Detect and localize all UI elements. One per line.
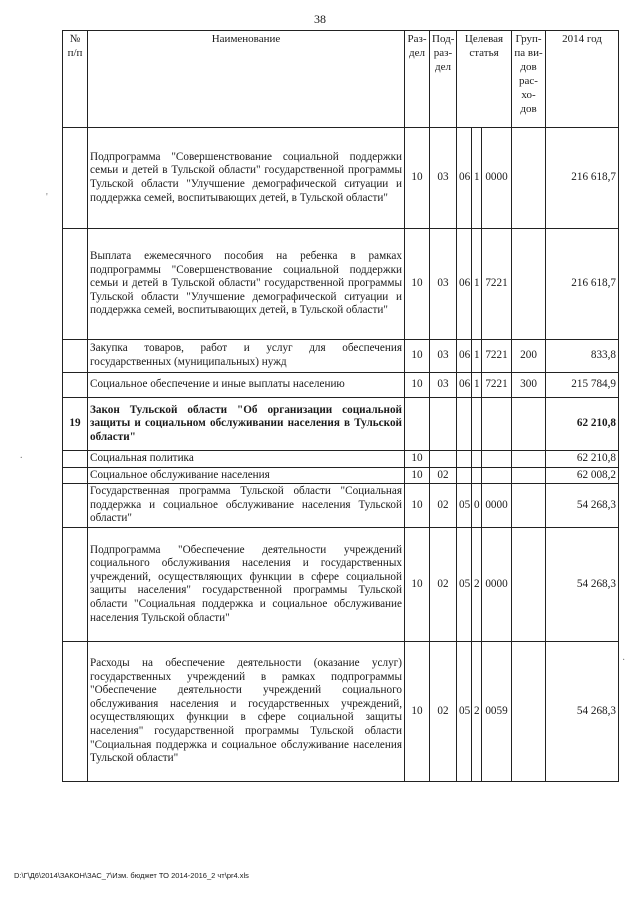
row-number — [63, 641, 88, 781]
row-razdel: 10 — [405, 340, 430, 373]
row-number — [63, 373, 88, 398]
row-target-program: 05 — [457, 527, 472, 641]
header-name: Наименование — [88, 31, 405, 128]
row-target-program: 05 — [457, 641, 472, 781]
row-podrazdel: 02 — [430, 527, 457, 641]
table-row — [63, 340, 619, 373]
row-target-direction: 0000 — [482, 128, 512, 229]
table-body — [63, 128, 619, 782]
row-amount: 216 618,7 — [546, 128, 619, 229]
row-target-subprogram: 1 — [472, 373, 482, 398]
row-expense-group — [512, 641, 546, 781]
row-target-direction: 0000 — [482, 484, 512, 528]
table-row — [63, 484, 619, 528]
row-razdel: 10 — [405, 373, 430, 398]
header-year: 2014 год — [546, 31, 619, 128]
row-target-subprogram: 1 — [472, 128, 482, 229]
row-target-program: 06 — [457, 373, 472, 398]
header-group: Груп-па ви-дов рас-хо-дов — [512, 31, 546, 128]
header-podrazdel: Под-раз-дел — [430, 31, 457, 128]
row-name: Выплата ежемесячного пособия на ребенка в рамках подпрограммы "Совершенствование социальной поддержки семьи и детей в Тульской области" государственной программы Тульской области "Улучшение демографической ситуации и поддержка семей, воспитывающих детей, в Тульской области" — [88, 229, 405, 340]
row-number: 19 — [63, 398, 88, 451]
row-podrazdel: 02 — [430, 641, 457, 781]
row-target-program: 06 — [457, 128, 472, 229]
row-razdel: 10 — [405, 128, 430, 229]
row-target-subprogram: 0 — [472, 484, 482, 528]
row-target-direction: 7221 — [482, 373, 512, 398]
row-target-program: 05 — [457, 484, 472, 528]
table-row — [63, 467, 619, 484]
row-number — [63, 451, 88, 468]
row-name: Социальная политика — [88, 451, 405, 468]
row-target-program: 06 — [457, 229, 472, 340]
row-target-direction — [482, 467, 512, 484]
row-amount: 54 268,3 — [546, 641, 619, 781]
row-razdel: 10 — [405, 641, 430, 781]
row-number — [63, 229, 88, 340]
row-target-direction: 7221 — [482, 229, 512, 340]
scan-mark: · — [622, 655, 626, 666]
row-razdel: 10 — [405, 451, 430, 468]
row-number — [63, 128, 88, 229]
row-razdel: 10 — [405, 229, 430, 340]
row-amount: 62 210,8 — [546, 451, 619, 468]
row-amount: 216 618,7 — [546, 229, 619, 340]
row-target-program — [457, 398, 472, 451]
row-podrazdel — [430, 451, 457, 468]
row-target-subprogram — [472, 467, 482, 484]
row-podrazdel — [430, 398, 457, 451]
scan-mark: . — [20, 450, 23, 461]
table-row — [63, 641, 619, 781]
row-razdel: 10 — [405, 484, 430, 528]
page-number: 38 — [314, 12, 326, 26]
row-target-subprogram — [472, 451, 482, 468]
row-number — [63, 467, 88, 484]
row-expense-group: 200 — [512, 340, 546, 373]
row-name: Подпрограмма "Обеспечение деятельности учреждений социального обслуживания населения и государственных учреждений, осуществляющих функции в сфере социальной защиты населения" государственной программы Тульской области "Социальная поддержка и социальное обслуживание населения Тульской области" — [88, 527, 405, 641]
row-target-subprogram: 1 — [472, 340, 482, 373]
row-podrazdel: 02 — [430, 467, 457, 484]
row-expense-group — [512, 527, 546, 641]
table-row — [63, 398, 619, 451]
row-expense-group — [512, 451, 546, 468]
row-target-direction: 0000 — [482, 527, 512, 641]
table-row — [63, 527, 619, 641]
row-target-direction — [482, 451, 512, 468]
row-target-subprogram — [472, 398, 482, 451]
row-expense-group: 300 — [512, 373, 546, 398]
row-podrazdel: 02 — [430, 484, 457, 528]
row-name: Расходы на обеспечение деятельности (оказание услуг) государственных учреждений в рамках подпрограммы "Обеспечение деятельности учреждений социального обслуживания населения и государственных учреждений, осуществляющих функции в сфере социальной защиты населения" государственной программы Тульской области "Социальная поддержка и социальное обслуживание населения Тульской области" — [88, 641, 405, 781]
row-amount: 215 784,9 — [546, 373, 619, 398]
row-number — [63, 527, 88, 641]
row-target-subprogram: 2 — [472, 527, 482, 641]
table-header-row — [63, 31, 619, 128]
row-expense-group — [512, 467, 546, 484]
footer-file-path: D:\Г\Д6\2014\ЗАКОН\ЗАС_7\Изм. бюджет ТО 2014-2016_2 чт\pr4.xls — [14, 871, 249, 880]
row-name: Закупка товаров, работ и услуг для обеспечения государственных (муниципальных) нужд — [88, 340, 405, 373]
table-row — [63, 128, 619, 229]
row-name: Государственная программа Тульской области "Социальная поддержка и социальное обслуживание населения Тульской области" — [88, 484, 405, 528]
row-target-direction: 0059 — [482, 641, 512, 781]
row-amount: 833,8 — [546, 340, 619, 373]
row-podrazdel: 03 — [430, 128, 457, 229]
row-target-subprogram: 2 — [472, 641, 482, 781]
row-amount: 54 268,3 — [546, 484, 619, 528]
row-expense-group — [512, 229, 546, 340]
row-amount: 54 268,3 — [546, 527, 619, 641]
row-expense-group — [512, 398, 546, 451]
row-name: Закон Тульской области "Об организации социальной защиты и социальном обслуживании населения в Тульской области" — [88, 398, 405, 451]
row-number — [63, 340, 88, 373]
row-name: Подпрограмма "Совершенствование социальной поддержки семьи и детей в Тульской области" государственной программы Тульской области "Улучшение демографической ситуации и поддержка семей, воспитывающих детей, в Тульской области" — [88, 128, 405, 229]
header-num: № п/п — [63, 31, 88, 128]
row-podrazdel: 03 — [430, 373, 457, 398]
scan-mark: ' — [46, 192, 48, 203]
header-target: Целевая статья — [457, 31, 512, 128]
row-target-subprogram: 1 — [472, 229, 482, 340]
row-razdel: 10 — [405, 467, 430, 484]
row-target-program: 06 — [457, 340, 472, 373]
row-expense-group — [512, 484, 546, 528]
row-podrazdel: 03 — [430, 340, 457, 373]
row-target-direction — [482, 398, 512, 451]
table-row — [63, 451, 619, 468]
row-target-program — [457, 467, 472, 484]
row-target-program — [457, 451, 472, 468]
table-row — [63, 229, 619, 340]
row-podrazdel: 03 — [430, 229, 457, 340]
row-name: Социальное обслуживание населения — [88, 467, 405, 484]
row-razdel — [405, 398, 430, 451]
header-razdel: Раз-дел — [405, 31, 430, 128]
row-number — [63, 484, 88, 528]
row-name: Социальное обеспечение и иные выплаты населению — [88, 373, 405, 398]
row-amount: 62 008,2 — [546, 467, 619, 484]
row-target-direction: 7221 — [482, 340, 512, 373]
budget-table — [62, 30, 619, 782]
table-row — [63, 373, 619, 398]
row-amount: 62 210,8 — [546, 398, 619, 451]
row-razdel: 10 — [405, 527, 430, 641]
row-expense-group — [512, 128, 546, 229]
